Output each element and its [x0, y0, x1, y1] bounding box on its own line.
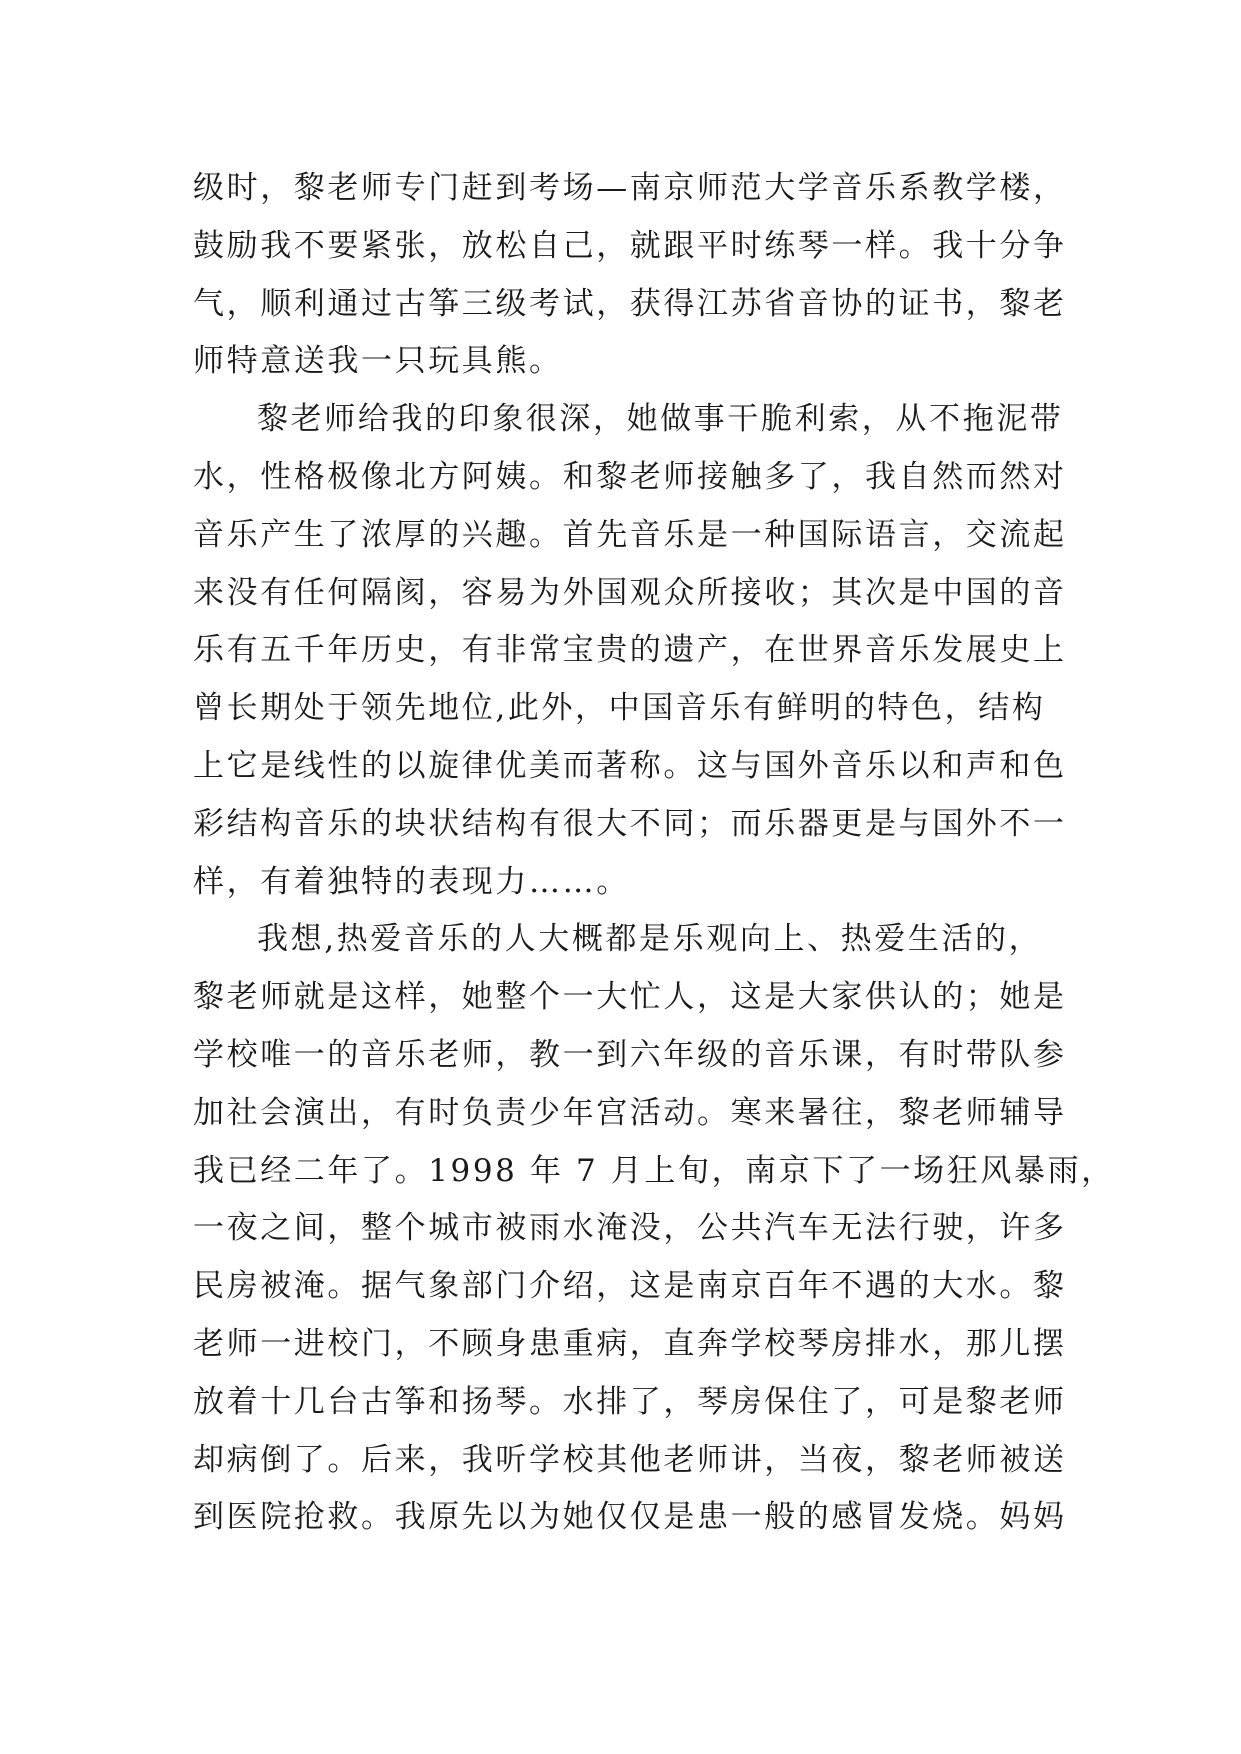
text-line: 乐有五千年历史，有非常宝贵的遗产，在世界音乐发展史上 [193, 632, 1067, 669]
text-line: 老师一进校门，不顾身患重病，直奔学校琴房排水，那儿摆 [193, 1325, 1067, 1362]
text-line: 却病倒了。后来，我听学校其他老师讲，当夜，黎老师被送 [193, 1441, 1067, 1478]
text-line: 师特意送我一只玩具熊。 [193, 343, 563, 380]
text-line: 黎老师给我的印象很深，她做事干脆利索，从不拖泥带 [257, 401, 1064, 438]
text-line: 鼓励我不要紧张，放松自己，就跟平时练琴一样。我十分争 [193, 227, 1067, 264]
text-line: 加社会演出，有时负责少年宫活动。寒来暑往，黎老师辅导 [193, 1094, 1067, 1131]
text-line: 放着十几台古筝和扬琴。水排了，琴房保住了，可是黎老师 [193, 1383, 1067, 1420]
text-line: 上它是线性的以旋律优美而著称。这与国外音乐以和声和色 [193, 747, 1067, 784]
text-line: 水，性格极像北方阿姨。和黎老师接触多了，我自然而然对 [193, 458, 1067, 495]
text-line: 曾长期处于领先地位,此外，中国音乐有鲜明的特色，结构 [193, 690, 1046, 727]
text-line: 民房被淹。据气象部门介绍，这是南京百年不遇的大水。黎 [193, 1268, 1067, 1305]
text-line: 我已经二年了。1998 年 7 月上旬，南京下了一场狂风暴雨， [193, 1152, 1115, 1189]
text-line: 黎老师就是这样，她整个一大忙人，这是大家供认的；她是 [193, 979, 1067, 1016]
text-line: 彩结构音乐的块状结构有很大不同；而乐器更是与国外不一 [193, 805, 1067, 842]
text-line: 来没有任何隔阂，容易为外国观众所接收；其次是中国的音 [193, 574, 1067, 611]
text-line: 气，顺利通过古筝三级考试，获得江苏省音协的证书，黎老 [193, 285, 1067, 322]
text-line: 样，有着独特的表现力……。 [193, 863, 630, 900]
text-line: 学校唯一的音乐老师，教一到六年级的音乐课，有时带队参 [193, 1036, 1067, 1073]
text-line: 级时，黎老师专门赶到考场—南京师范大学音乐系教学楼， [193, 170, 1067, 206]
text-line: 到医院抢救。我原先以为她仅仅是患一般的感冒发烧。妈妈 [193, 1499, 1067, 1536]
text-line: 一夜之间，整个城市被雨水淹没，公共汽车无法行驶，许多 [193, 1210, 1067, 1247]
text-line: 我想,热爱音乐的人大概都是乐观向上、热爱生活的， [257, 921, 1043, 958]
body-text [193, 160, 1115, 1547]
text-line: 音乐产生了浓厚的兴趣。首先音乐是一种国际语言，交流起 [193, 516, 1067, 553]
